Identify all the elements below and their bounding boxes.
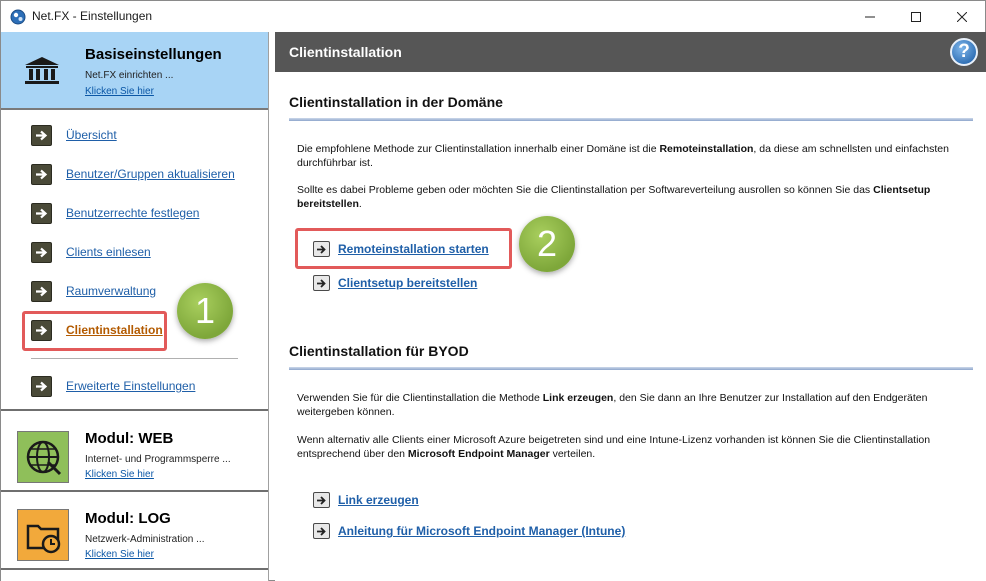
arrow-right-icon [31, 203, 52, 224]
section-title-byod: Clientinstallation für BYOD [289, 343, 469, 359]
section-title-domain: Clientinstallation in der Domäne [289, 94, 503, 110]
intune-anleitung-link[interactable] [313, 523, 625, 539]
nav-divider [31, 358, 238, 359]
module-basis-subtitle: Net.FX einrichten ... [85, 70, 174, 81]
module-log-subtitle: Netzwerk-Administration ... [85, 534, 205, 545]
module-web-subtitle: Internet- und Programmsperre ... [85, 454, 231, 465]
sidebar-item-clients-einlesen[interactable] [31, 241, 151, 263]
nav-list [1, 110, 268, 411]
sidebar-item-label: Clients einlesen [66, 245, 151, 259]
clientsetup-label: Clientsetup bereitstellen [338, 276, 478, 290]
sidebar-item-label: Übersicht [66, 128, 117, 142]
globe-icon [17, 431, 69, 483]
sidebar-item-label: Erweiterte Einstellungen [66, 379, 196, 393]
arrow-right-icon [313, 492, 330, 508]
step-badge-1: 1 [177, 283, 233, 339]
minimize-button[interactable] [847, 1, 893, 32]
arrow-right-icon [31, 376, 52, 397]
maximize-icon [911, 12, 921, 22]
folder-clock-icon [17, 509, 69, 561]
sidebar-item-label: Benutzerrechte festlegen [66, 206, 200, 220]
maximize-button[interactable] [893, 1, 939, 32]
arrow-right-icon [313, 275, 330, 291]
sidebar-item-label: Clientinstallation [66, 323, 163, 337]
remoteinstallation-label: Remoteinstallation starten [338, 242, 489, 256]
byod-paragraph-2: Wenn alternativ alle Clients einer Microsoft Azure beigetreten sind und eine Intune-Lizenz vorhanden ist können Sie die Clientinstallation entsprechend über den Microsoft Endpoint Manager verteilen. [297, 434, 931, 460]
sidebar-item-erweiterte-einstellungen[interactable] [31, 375, 195, 397]
content-panel [275, 32, 986, 581]
help-icon[interactable]: ? [950, 38, 978, 66]
minimize-icon [865, 12, 875, 22]
module-log-title: Modul: LOG [85, 510, 171, 527]
sidebar-item-raumverwaltung[interactable] [31, 280, 156, 302]
byod-paragraph-1: Verwenden Sie für die Clientinstallation die Methode Link erzeugen, den Sie dann an Ihre Benutzer zur Installation auf den Endgeräten weitergeben können. [297, 392, 928, 418]
domain-paragraph-1: Die empfohlene Methode zur Clientinstallation innerhalb einer Domäne ist die Remoteinstallation, da diese am schnellsten und einfachsten durchführbar ist. [297, 143, 949, 169]
highlight-box-clientinstallation [22, 311, 167, 351]
sidebar-item-label: Benutzer/Gruppen aktualisieren [66, 167, 235, 181]
close-button[interactable] [939, 1, 985, 32]
sidebar-item-label: Raumverwaltung [66, 284, 157, 298]
module-log-link[interactable]: Klicken Sie hier [85, 549, 154, 560]
module-basis[interactable] [1, 32, 268, 110]
step-badge-2: 2 [519, 216, 575, 272]
module-log[interactable] [1, 492, 268, 570]
module-web-title: Modul: WEB [85, 430, 174, 447]
domain-paragraph-2: Sollte es dabei Probleme geben oder möchten Sie die Clientinstallation per Softwareverteilung ausrollen so können Sie das Clientsetup bereitstellen. [297, 184, 931, 210]
link-erzeugen-label: Link erzeugen [338, 493, 419, 507]
clientsetup-bereitstellen-link[interactable] [313, 275, 477, 291]
sidebar-item-uebersicht[interactable] [31, 124, 117, 146]
module-web[interactable] [1, 411, 268, 492]
arrow-right-icon [31, 125, 52, 146]
module-basis-link[interactable]: Klicken Sie hier [85, 86, 154, 97]
arrow-right-icon [31, 164, 52, 185]
section-divider [289, 118, 973, 121]
sidebar-item-benutzerrechte[interactable] [31, 202, 199, 224]
arrow-right-icon [31, 242, 52, 263]
module-web-link[interactable]: Klicken Sie hier [85, 469, 154, 480]
link-erzeugen-link[interactable] [313, 492, 419, 508]
page-title: Clientinstallation [289, 44, 402, 60]
arrow-right-icon [313, 523, 330, 539]
close-icon [957, 12, 967, 22]
title-bar [1, 1, 985, 32]
content-header [275, 32, 986, 72]
arrow-right-icon [31, 281, 52, 302]
sidebar-item-benutzer-gruppen[interactable] [31, 163, 235, 185]
netfx-app-icon [10, 9, 26, 25]
highlight-box-remoteinstallation [295, 228, 512, 269]
intune-anleitung-label: Anleitung für Microsoft Endpoint Manager (Intune) [338, 524, 626, 538]
window-title: Net.FX - Einstellungen [32, 9, 153, 23]
module-basis-title: Basiseinstellungen [85, 46, 222, 63]
section-divider [289, 367, 973, 370]
bank-building-icon [23, 56, 61, 86]
